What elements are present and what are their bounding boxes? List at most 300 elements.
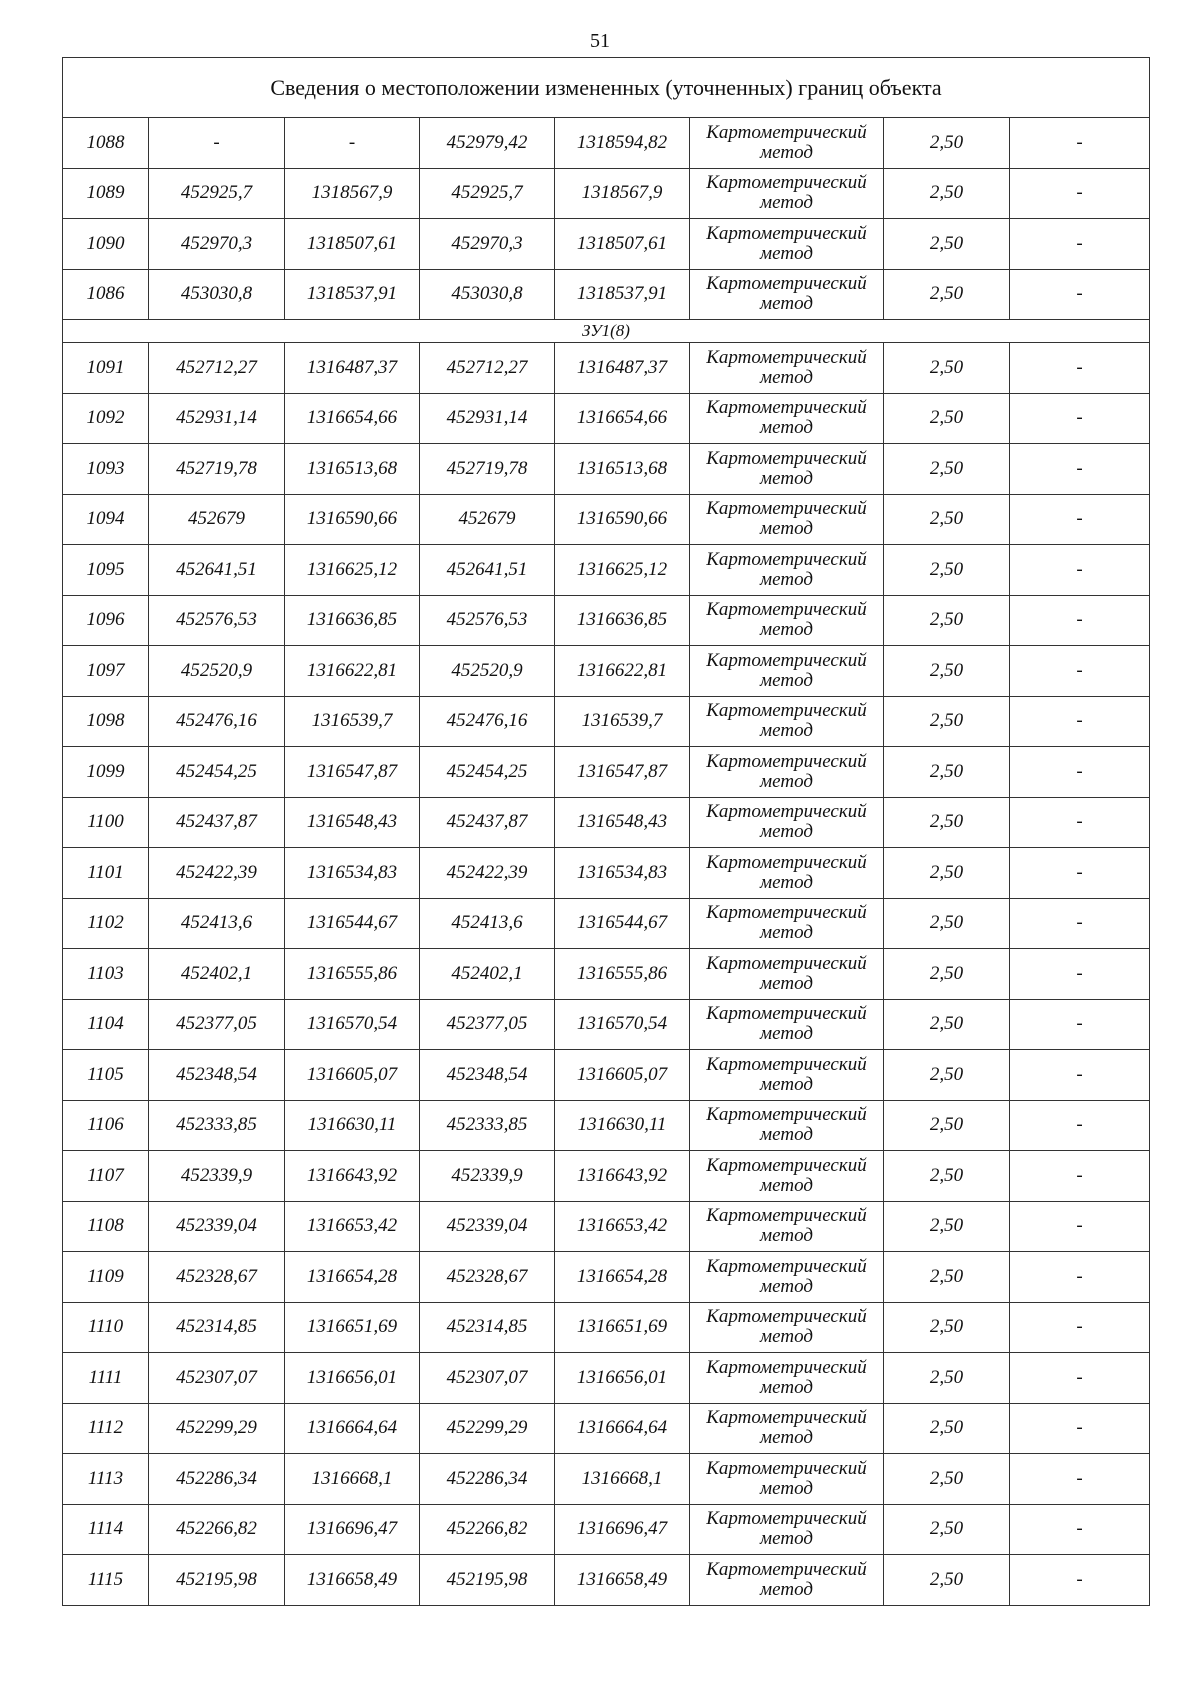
table-row — [63, 545, 1150, 596]
method-cell — [690, 747, 884, 798]
method-cell — [690, 168, 884, 219]
table-body — [63, 58, 1150, 1606]
method-cell — [690, 1302, 884, 1353]
y-refined-cell: 1318594,82 — [555, 118, 690, 169]
note-cell: - — [1010, 595, 1150, 646]
x-refined-cell: 452454,25 — [420, 747, 555, 798]
method-line-2: метод — [760, 1124, 813, 1146]
point-number-cell: 1108 — [63, 1201, 149, 1252]
x-refined-cell: 452286,34 — [420, 1454, 555, 1505]
accuracy-cell: 2,50 — [884, 118, 1010, 169]
point-number-cell: 1098 — [63, 696, 149, 747]
y-existing-cell: 1316653,42 — [285, 1201, 420, 1252]
x-existing-cell: 452520,9 — [149, 646, 285, 697]
x-existing-cell: 452476,16 — [149, 696, 285, 747]
point-number-cell: 1107 — [63, 1151, 149, 1202]
method-line-1: Картометрический — [706, 750, 867, 772]
x-refined-cell: 452979,42 — [420, 118, 555, 169]
y-refined-cell: 1316654,28 — [555, 1252, 690, 1303]
point-number-cell: 1094 — [63, 494, 149, 545]
point-number-cell: 1100 — [63, 797, 149, 848]
x-refined-cell: 452348,54 — [420, 1050, 555, 1101]
point-number-cell: 1093 — [63, 444, 149, 495]
method-line-2: метод — [760, 1477, 813, 1499]
note-cell: - — [1010, 1201, 1150, 1252]
table-row — [63, 999, 1150, 1050]
x-refined-cell: 452679 — [420, 494, 555, 545]
point-number-cell: 1099 — [63, 747, 149, 798]
y-refined-cell: 1316487,37 — [555, 343, 690, 394]
point-number-cell: 1102 — [63, 898, 149, 949]
method-cell — [690, 1252, 884, 1303]
point-number-cell: 1086 — [63, 269, 149, 320]
table-row — [63, 747, 1150, 798]
method-line-1: Картометрический — [706, 952, 867, 974]
x-existing-cell: 452402,1 — [149, 949, 285, 1000]
accuracy-cell: 2,50 — [884, 1403, 1010, 1454]
method-line-1: Картометрический — [706, 498, 867, 520]
method-line-1: Картометрический — [706, 222, 867, 244]
x-refined-cell: 452970,3 — [420, 219, 555, 270]
method-line-1: Картометрический — [706, 851, 867, 873]
accuracy-cell: 2,50 — [884, 747, 1010, 798]
accuracy-cell: 2,50 — [884, 1302, 1010, 1353]
point-number-cell: 1115 — [63, 1555, 149, 1606]
y-existing-cell: 1316651,69 — [285, 1302, 420, 1353]
x-refined-cell: 452314,85 — [420, 1302, 555, 1353]
method-line-1: Картометрический — [706, 902, 867, 924]
point-number-cell: 1111 — [63, 1353, 149, 1404]
y-refined-cell: 1316555,86 — [555, 949, 690, 1000]
table-title-row — [63, 58, 1150, 118]
x-refined-cell: 452931,14 — [420, 393, 555, 444]
method-cell — [690, 898, 884, 949]
y-existing-cell: 1316654,28 — [285, 1252, 420, 1303]
point-number-cell: 1103 — [63, 949, 149, 1000]
x-existing-cell: 452931,14 — [149, 393, 285, 444]
table-row — [63, 1201, 1150, 1252]
accuracy-cell: 2,50 — [884, 444, 1010, 495]
x-refined-cell: 452402,1 — [420, 949, 555, 1000]
note-cell: - — [1010, 999, 1150, 1050]
y-refined-cell: 1316544,67 — [555, 898, 690, 949]
note-cell: - — [1010, 1100, 1150, 1151]
method-line-1: Картометрический — [706, 649, 867, 671]
y-refined-cell: 1316668,1 — [555, 1454, 690, 1505]
note-cell: - — [1010, 949, 1150, 1000]
note-cell: - — [1010, 494, 1150, 545]
method-cell — [690, 1050, 884, 1101]
method-line-2: метод — [760, 1023, 813, 1045]
method-line-2: метод — [760, 1376, 813, 1398]
y-refined-cell: 1318507,61 — [555, 219, 690, 270]
method-line-1: Картометрический — [706, 700, 867, 722]
y-existing-cell: 1316534,83 — [285, 848, 420, 899]
accuracy-cell: 2,50 — [884, 1151, 1010, 1202]
y-existing-cell: 1316590,66 — [285, 494, 420, 545]
method-line-1: Картометрический — [706, 346, 867, 368]
method-line-2: метод — [760, 467, 813, 489]
method-line-1: Картометрический — [706, 1407, 867, 1429]
accuracy-cell: 2,50 — [884, 949, 1010, 1000]
point-number-cell: 1091 — [63, 343, 149, 394]
y-existing-cell: 1316605,07 — [285, 1050, 420, 1101]
table-title: Сведения о местоположении измененных (уточненных) границ объекта — [63, 58, 1150, 118]
y-refined-cell: 1316664,64 — [555, 1403, 690, 1454]
method-line-2: метод — [760, 770, 813, 792]
table-row — [63, 1454, 1150, 1505]
x-refined-cell: 452925,7 — [420, 168, 555, 219]
note-cell: - — [1010, 219, 1150, 270]
method-line-1: Картометрический — [706, 801, 867, 823]
y-existing-cell: 1318507,61 — [285, 219, 420, 270]
method-line-2: метод — [760, 242, 813, 264]
note-cell: - — [1010, 444, 1150, 495]
accuracy-cell: 2,50 — [884, 168, 1010, 219]
method-line-2: метод — [760, 192, 813, 214]
y-existing-cell: 1316570,54 — [285, 999, 420, 1050]
table-row — [63, 118, 1150, 169]
y-refined-cell: 1316590,66 — [555, 494, 690, 545]
table-row — [63, 1100, 1150, 1151]
point-number-cell: 1109 — [63, 1252, 149, 1303]
method-line-2: метод — [760, 821, 813, 843]
note-cell: - — [1010, 269, 1150, 320]
method-line-2: метод — [760, 922, 813, 944]
method-line-2: метод — [760, 568, 813, 590]
method-cell — [690, 494, 884, 545]
y-refined-cell: 1316696,47 — [555, 1504, 690, 1555]
y-existing-cell: 1318537,91 — [285, 269, 420, 320]
x-refined-cell: 452476,16 — [420, 696, 555, 747]
accuracy-cell: 2,50 — [884, 696, 1010, 747]
x-refined-cell: 452299,29 — [420, 1403, 555, 1454]
method-line-1: Картометрический — [706, 172, 867, 194]
x-existing-cell: 452307,07 — [149, 1353, 285, 1404]
table-row — [63, 949, 1150, 1000]
x-refined-cell: 452413,6 — [420, 898, 555, 949]
method-line-2: метод — [760, 1174, 813, 1196]
point-number-cell: 1113 — [63, 1454, 149, 1505]
method-line-2: метод — [760, 619, 813, 641]
coordinates-table — [62, 57, 1150, 1606]
accuracy-cell: 2,50 — [884, 797, 1010, 848]
accuracy-cell: 2,50 — [884, 1454, 1010, 1505]
accuracy-cell: 2,50 — [884, 848, 1010, 899]
note-cell: - — [1010, 168, 1150, 219]
x-refined-cell: 452437,87 — [420, 797, 555, 848]
x-existing-cell: 452314,85 — [149, 1302, 285, 1353]
note-cell: - — [1010, 1252, 1150, 1303]
y-refined-cell: 1316636,85 — [555, 595, 690, 646]
method-line-1: Картометрический — [706, 1104, 867, 1126]
y-existing-cell: 1316547,87 — [285, 747, 420, 798]
method-line-2: метод — [760, 1427, 813, 1449]
x-existing-cell: 452712,27 — [149, 343, 285, 394]
table-row — [63, 1151, 1150, 1202]
accuracy-cell: 2,50 — [884, 545, 1010, 596]
y-refined-cell: 1316625,12 — [555, 545, 690, 596]
y-existing-cell: 1316668,1 — [285, 1454, 420, 1505]
point-number-cell: 1095 — [63, 545, 149, 596]
point-number-cell: 1092 — [63, 393, 149, 444]
note-cell: - — [1010, 545, 1150, 596]
point-number-cell: 1101 — [63, 848, 149, 899]
method-line-1: Картометрический — [706, 1003, 867, 1025]
y-existing-cell: 1316656,01 — [285, 1353, 420, 1404]
note-cell: - — [1010, 797, 1150, 848]
y-refined-cell: 1316570,54 — [555, 999, 690, 1050]
table-row — [63, 1403, 1150, 1454]
y-existing-cell: 1316654,66 — [285, 393, 420, 444]
x-refined-cell: 452307,07 — [420, 1353, 555, 1404]
y-existing-cell: 1316664,64 — [285, 1403, 420, 1454]
method-line-1: Картометрический — [706, 273, 867, 295]
accuracy-cell: 2,50 — [884, 898, 1010, 949]
accuracy-cell: 2,50 — [884, 1252, 1010, 1303]
table-row — [63, 494, 1150, 545]
x-refined-cell: 452339,9 — [420, 1151, 555, 1202]
y-existing-cell: 1316658,49 — [285, 1555, 420, 1606]
note-cell: - — [1010, 1353, 1150, 1404]
method-line-2: метод — [760, 669, 813, 691]
table-row — [63, 898, 1150, 949]
note-cell: - — [1010, 1302, 1150, 1353]
y-refined-cell: 1316654,66 — [555, 393, 690, 444]
note-cell: - — [1010, 118, 1150, 169]
x-refined-cell: 452712,27 — [420, 343, 555, 394]
point-number-cell: 1096 — [63, 595, 149, 646]
y-existing-cell: 1316487,37 — [285, 343, 420, 394]
x-existing-cell: 452328,67 — [149, 1252, 285, 1303]
x-existing-cell: 453030,8 — [149, 269, 285, 320]
x-existing-cell: 452437,87 — [149, 797, 285, 848]
accuracy-cell: 2,50 — [884, 494, 1010, 545]
point-number-cell: 1089 — [63, 168, 149, 219]
x-existing-cell: 452266,82 — [149, 1504, 285, 1555]
method-line-2: метод — [760, 293, 813, 315]
accuracy-cell: 2,50 — [884, 1353, 1010, 1404]
note-cell: - — [1010, 1454, 1150, 1505]
x-refined-cell: 452328,67 — [420, 1252, 555, 1303]
note-cell: - — [1010, 1403, 1150, 1454]
method-line-2: метод — [760, 1225, 813, 1247]
y-refined-cell: 1316534,83 — [555, 848, 690, 899]
section-label: ЗУ1(8) — [63, 320, 1150, 343]
method-line-2: метод — [760, 1073, 813, 1095]
point-number-cell: 1110 — [63, 1302, 149, 1353]
method-line-2: метод — [760, 1528, 813, 1550]
x-existing-cell: 452286,34 — [149, 1454, 285, 1505]
method-line-1: Картометрический — [706, 1053, 867, 1075]
method-line-1: Картометрический — [706, 1558, 867, 1580]
method-line-1: Картометрический — [706, 548, 867, 570]
accuracy-cell: 2,50 — [884, 1504, 1010, 1555]
note-cell: - — [1010, 1151, 1150, 1202]
method-line-2: метод — [760, 366, 813, 388]
accuracy-cell: 2,50 — [884, 1201, 1010, 1252]
method-cell — [690, 1201, 884, 1252]
method-cell — [690, 393, 884, 444]
table-row — [63, 1353, 1150, 1404]
y-refined-cell: 1316622,81 — [555, 646, 690, 697]
section-row — [63, 320, 1150, 343]
method-cell — [690, 1555, 884, 1606]
y-refined-cell: 1318567,9 — [555, 168, 690, 219]
accuracy-cell: 2,50 — [884, 343, 1010, 394]
x-existing-cell: 452679 — [149, 494, 285, 545]
note-cell: - — [1010, 1555, 1150, 1606]
method-line-2: метод — [760, 1578, 813, 1600]
x-refined-cell: 452641,51 — [420, 545, 555, 596]
table-row — [63, 1050, 1150, 1101]
x-existing-cell: 452348,54 — [149, 1050, 285, 1101]
method-line-2: метод — [760, 871, 813, 893]
method-cell — [690, 118, 884, 169]
x-existing-cell: 452339,9 — [149, 1151, 285, 1202]
method-cell — [690, 696, 884, 747]
method-line-2: метод — [760, 518, 813, 540]
x-refined-cell: 452422,39 — [420, 848, 555, 899]
x-refined-cell: 452576,53 — [420, 595, 555, 646]
y-refined-cell: 1316656,01 — [555, 1353, 690, 1404]
note-cell: - — [1010, 1050, 1150, 1101]
y-existing-cell: 1316630,11 — [285, 1100, 420, 1151]
point-number-cell: 1112 — [63, 1403, 149, 1454]
x-existing-cell: 452339,04 — [149, 1201, 285, 1252]
table-row — [63, 168, 1150, 219]
method-cell — [690, 1100, 884, 1151]
note-cell: - — [1010, 343, 1150, 394]
x-refined-cell: 452719,78 — [420, 444, 555, 495]
table-row — [63, 595, 1150, 646]
method-line-2: метод — [760, 1275, 813, 1297]
y-refined-cell: 1316513,68 — [555, 444, 690, 495]
method-line-1: Картометрический — [706, 1154, 867, 1176]
x-existing-cell: 452299,29 — [149, 1403, 285, 1454]
page-number: 51 — [590, 30, 610, 52]
method-cell — [690, 999, 884, 1050]
note-cell: - — [1010, 898, 1150, 949]
y-existing-cell: 1316622,81 — [285, 646, 420, 697]
table-row — [63, 1302, 1150, 1353]
method-cell — [690, 1151, 884, 1202]
y-existing-cell: 1316539,7 — [285, 696, 420, 747]
table-row — [63, 848, 1150, 899]
x-existing-cell: 452195,98 — [149, 1555, 285, 1606]
point-number-cell: 1090 — [63, 219, 149, 270]
method-cell — [690, 848, 884, 899]
method-line-2: метод — [760, 141, 813, 163]
table-row — [63, 343, 1150, 394]
method-cell — [690, 1353, 884, 1404]
accuracy-cell: 2,50 — [884, 595, 1010, 646]
accuracy-cell: 2,50 — [884, 393, 1010, 444]
method-cell — [690, 269, 884, 320]
accuracy-cell: 2,50 — [884, 1555, 1010, 1606]
method-line-1: Картометрический — [706, 1205, 867, 1227]
y-existing-cell: 1316555,86 — [285, 949, 420, 1000]
method-line-1: Картометрический — [706, 1457, 867, 1479]
y-existing-cell: 1316643,92 — [285, 1151, 420, 1202]
method-cell — [690, 949, 884, 1000]
note-cell: - — [1010, 848, 1150, 899]
method-line-1: Картометрический — [706, 1255, 867, 1277]
method-cell — [690, 646, 884, 697]
x-refined-cell: 452195,98 — [420, 1555, 555, 1606]
table-row — [63, 444, 1150, 495]
x-existing-cell: 452719,78 — [149, 444, 285, 495]
method-cell — [690, 219, 884, 270]
method-line-1: Картометрический — [706, 1356, 867, 1378]
method-line-2: метод — [760, 972, 813, 994]
method-line-2: метод — [760, 1326, 813, 1348]
y-existing-cell: 1316696,47 — [285, 1504, 420, 1555]
method-line-1: Картометрический — [706, 1306, 867, 1328]
note-cell: - — [1010, 393, 1150, 444]
method-cell — [690, 797, 884, 848]
x-existing-cell: - — [149, 118, 285, 169]
x-existing-cell: 452413,6 — [149, 898, 285, 949]
point-number-cell: 1106 — [63, 1100, 149, 1151]
y-existing-cell: 1316544,67 — [285, 898, 420, 949]
x-existing-cell: 452925,7 — [149, 168, 285, 219]
y-refined-cell: 1316653,42 — [555, 1201, 690, 1252]
y-refined-cell: 1316658,49 — [555, 1555, 690, 1606]
note-cell: - — [1010, 747, 1150, 798]
y-existing-cell: 1316625,12 — [285, 545, 420, 596]
x-refined-cell: 452333,85 — [420, 1100, 555, 1151]
note-cell: - — [1010, 1504, 1150, 1555]
point-number-cell: 1097 — [63, 646, 149, 697]
table-row — [63, 393, 1150, 444]
point-number-cell: 1105 — [63, 1050, 149, 1101]
table-row — [63, 646, 1150, 697]
table-row — [63, 1252, 1150, 1303]
method-cell — [690, 1403, 884, 1454]
x-existing-cell: 452970,3 — [149, 219, 285, 270]
accuracy-cell: 2,50 — [884, 999, 1010, 1050]
method-line-2: метод — [760, 720, 813, 742]
note-cell: - — [1010, 646, 1150, 697]
method-cell — [690, 545, 884, 596]
method-line-1: Картометрический — [706, 121, 867, 143]
x-existing-cell: 452454,25 — [149, 747, 285, 798]
x-refined-cell: 452377,05 — [420, 999, 555, 1050]
method-line-1: Картометрический — [706, 1508, 867, 1530]
accuracy-cell: 2,50 — [884, 1050, 1010, 1101]
x-refined-cell: 452266,82 — [420, 1504, 555, 1555]
y-existing-cell: 1316548,43 — [285, 797, 420, 848]
method-cell — [690, 343, 884, 394]
y-existing-cell: 1316513,68 — [285, 444, 420, 495]
point-number-cell: 1088 — [63, 118, 149, 169]
accuracy-cell: 2,50 — [884, 269, 1010, 320]
y-refined-cell: 1316605,07 — [555, 1050, 690, 1101]
x-existing-cell: 452576,53 — [149, 595, 285, 646]
x-existing-cell: 452641,51 — [149, 545, 285, 596]
table-row — [63, 696, 1150, 747]
y-refined-cell: 1316651,69 — [555, 1302, 690, 1353]
y-refined-cell: 1316539,7 — [555, 696, 690, 747]
table-row — [63, 269, 1150, 320]
note-cell: - — [1010, 696, 1150, 747]
method-line-2: метод — [760, 417, 813, 439]
method-line-1: Картометрический — [706, 447, 867, 469]
y-refined-cell: 1316547,87 — [555, 747, 690, 798]
x-existing-cell: 452422,39 — [149, 848, 285, 899]
y-existing-cell: 1316636,85 — [285, 595, 420, 646]
